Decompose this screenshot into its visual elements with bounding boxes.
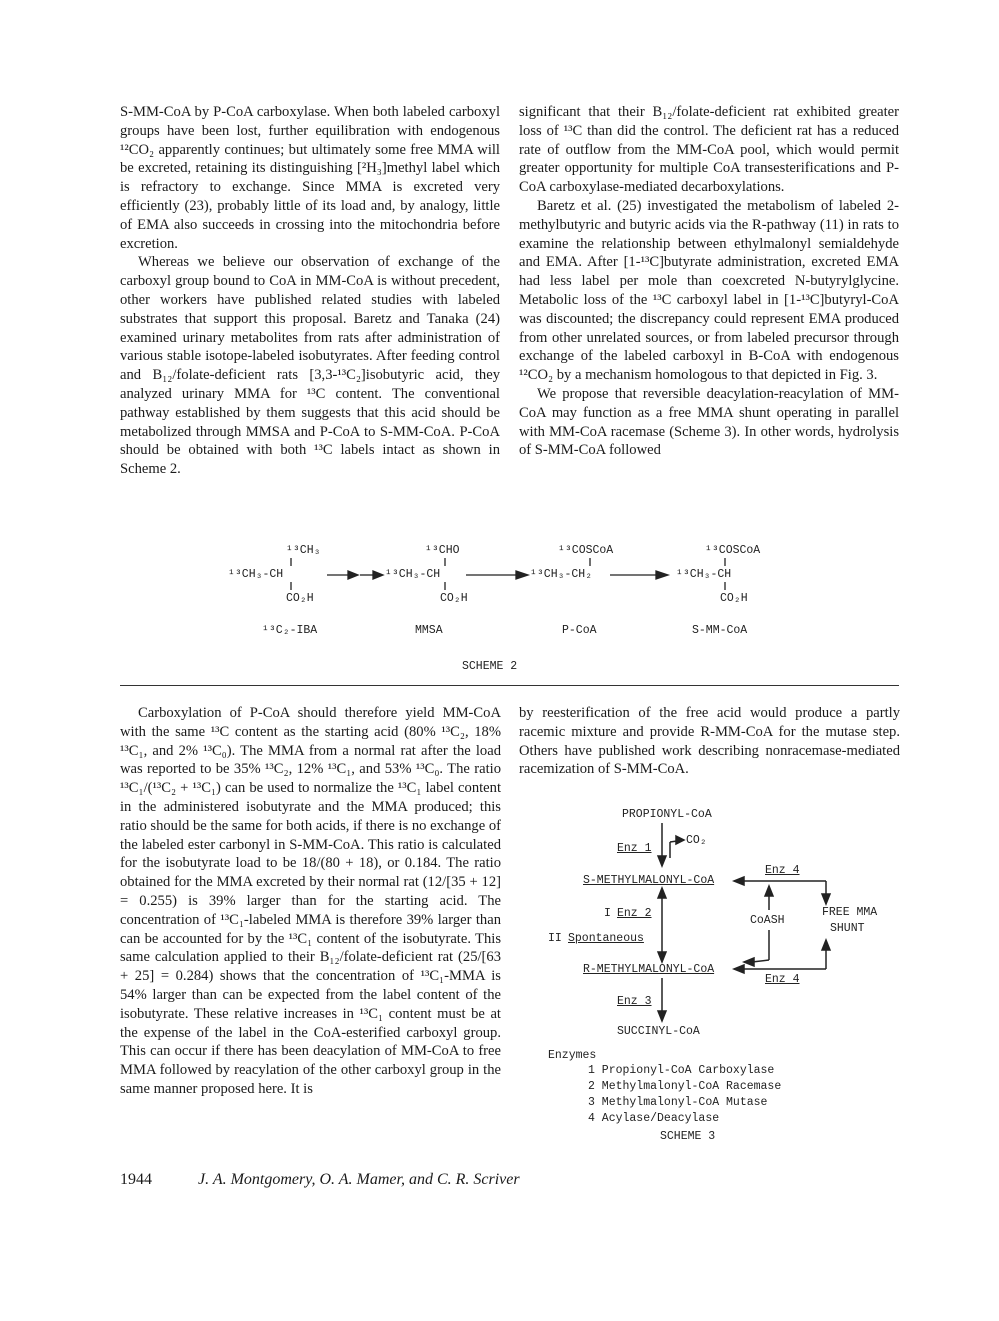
col1-bottom [120,704,501,1099]
scheme3-arrow-racemase-up-head [658,888,666,898]
scheme2-mmsa-l2: ¹³CH₃-CH [385,568,441,581]
scheme3-roman-ii: II [548,932,562,945]
scheme3-caption: SCHEME 3 [660,1130,716,1143]
col2-bottom-p1: by reesterification of the free acid would produce a partly racemic mixture and provide R-MM-CoA for the mutase step. Others have published work describing nonracemase-mediated racemization of S-MM-CoA. [519,705,900,778]
scheme2-arrow-3-head [516,571,528,579]
scheme2-smmcoa-l3: CO₂H [720,592,748,605]
page-number: 1944 [120,1171,152,1188]
scheme2-smmcoa-l2: ¹³CH₃-CH [676,568,732,581]
scheme3-arrow-racemase-down-head [658,952,666,962]
scheme2-pcoa-name: P-CoA [562,624,597,637]
scheme3-enzyme-1: 1 Propionyl-CoA Carboxylase [588,1064,775,1077]
col1-top-p1: S-MM-CoA by P-CoA carboxylase. When both labeled carboxyl groups have been lost, further equilibration with endogenous ¹²CO₂ apparently continues; but ultimately some free MMA will be excreted, retaining its distinguishing [²H₃]methyl label which is refractory to exchange. Since MMA is excreted very efficiently (23), probably little of its load and, by analogy, little of EMA also succeeds in crossing into the mitochondria before excretion. [120,104,500,252]
scheme2-pcoa-l1: ¹³COSCoA [558,544,614,557]
scheme3-arrow-enz1-head [658,856,666,866]
scheme2-arrow-4-head [656,571,668,579]
col1-bottom-p1: Carboxylation of P-CoA should therefore yield MM-CoA with the same ¹³C content as the starting acid (80% ¹³C₂, 18% ¹³C₁, and 2% ¹³C₀). The MMA from a normal rat after the load was reported to be 35% ¹³C₂, 12% ¹³C₁, and 53% ¹³C₀. The ratio ¹³C₁/(¹³C₂ + ¹³C₁) can be used to normalize the ¹³C₁ label content in the administered isobutyrate and the MMA produced; this ratio should be the same for both acids, if there is no exchange of the labeled ester carbonyl in S-MM-CoA. This ratio is calculated for the isobutyrate load to be 18/(80 + 18), or 0.184. The ratio obtained for the MMA excreted by their normal rat (12/[35 + 12] = 0.255) is 39% larger than for the starting acid. The concentration of ¹³C₁-labeled MMA is therefore 39% larger than can be accounted for by the ¹³C₁ content of the isobutyrate. This same calculation applied to their B₁₂/folate-deficient rat (25/[63 + 25] = 0.284) shows that the concentration of ¹³C₁-MMA is 54% larger than can be expected from the label content of the isobutyrate. These relative increases in ¹³C₁ content must be at the expense of the label in the CoA-esterified carboxyl group. This can occur if there has been deacylation of MM-CoA to free MMA followed by reacylation of the other carboxyl group in the same manner proposed here. It is [120,705,501,1097]
scheme2-iba-l2: ¹³CH₃-CH [228,568,284,581]
scheme3-shunt-bottom-head [822,940,830,950]
scheme3-shunt-label: SHUNT [830,922,865,935]
scheme3-coash-label: CoASH [750,914,785,927]
col1-top-p2: Whereas we believe our observation of exchange of the carboxyl group bound to CoA in MM-CoA is without precedent, other workers have published related studies with labeled substrates that support this proposal. Baretz and Tanaka (24) examined urinary metabolites from rats after administration of various stable isotope-labeled isobutyrates. After feeding control and B₁₂/folate-deficient rats [3,3-¹³C₂]isobutyric acid, they analyzed urinary MMA for ¹³C content. The conventional pathway established by them suggests that this acid should be metabolized through MMSA and P-CoA to S-MM-CoA. P-CoA should be obtained with both ¹³C labels intact as shown in Scheme 2. [120,254,500,478]
scheme3-enzyme-4: 4 Acylase/Deacylase [588,1112,720,1125]
scheme3-s-methylmalonyl-coa: S-METHYLMALONYL-CoA [583,874,715,887]
running-authors: J. A. Montgomery, O. A. Mamer, and C. R. Scriver [198,1171,520,1188]
scheme3-co2-arrow-head [676,836,684,844]
scheme2-mmsa-name: MMSA [415,624,443,637]
scheme2-rule [120,685,899,686]
col2-top-p2: Baretz et al. (25) investigated the metabolism of labeled 2-methylbutyric and butyric acids via the R-pathway (11) in rats to examine the relationship between ethylmalonyl semialdehyde and EMA. After [1-¹³C]butyrate administration, excreted EMA had less label per mole than coexcreted N-butyrylglycine. Metabolic loss of the ¹³C carboxyl label in [1-¹³C]butyryl-CoA was discounted; the discrepancy could represent EMA produced from other unrelated sources, or from labeled precursor through exchange of the labeled carboxyl in B-CoA with endogenous ¹²CO₂ by a mechanism homologous to that depicted in Fig. 3. [519,197,899,384]
scheme3-arrow-enz4-top-head [734,877,744,885]
scheme3-spontaneous-label: Spontaneous [568,932,644,945]
scheme3-enz4-bottom-label: Enz 4 [765,973,800,986]
scheme3-shunt-top-head [822,894,830,904]
scheme3-coash-up-head [765,886,773,896]
scheme3-enzyme-2: 2 Methylmalonyl-CoA Racemase [588,1080,782,1093]
scheme2-iba-name: ¹³C₂-IBA [262,624,318,637]
scheme3-coash-down-line [752,960,769,962]
scheme2-smmcoa-name: S-MM-CoA [692,624,748,637]
scheme2-mmsa-l3: CO₂H [440,592,468,605]
scheme3-arrow-enz4-bottom-head [734,965,744,973]
scheme3-arrow-enz3-head [658,1011,666,1021]
col2-top-p1: significant that their B₁₂/folate-deficient rat exhibited greater loss of ¹³C than did the control. The deficient rat has a reduced rate of outflow from the MM-CoA pool, which would permit greater opportunity for multiple CoA transesterifications and P-CoA carboxylase-mediated decarboxylations. [519,104,899,196]
scheme3-enz3-label: Enz 3 [617,995,652,1008]
scheme2-arrow-2-head [373,571,383,579]
scheme2-mmsa-l1: ¹³CHO [425,544,460,557]
scheme3-coash-down-head [744,958,754,966]
col2-top-p3: We propose that reversible deacylation-reacylation of MM-CoA may function as a free MMA shunt operating in parallel with MM-CoA racemase (Scheme 3). In other words, hydrolysis of S-MM-CoA followed [519,385,899,459]
scheme2-caption: SCHEME 2 [462,660,518,673]
col1-top [120,103,500,479]
scheme3-r-methylmalonyl-coa: R-METHYLMALONYL-CoA [583,963,715,976]
scheme2-arrow-1-head [348,571,358,579]
scheme3-enz4-top-label: Enz 4 [765,864,800,877]
scheme3-free-mma-label: FREE MMA [822,906,878,919]
scheme2-pcoa-l2: ¹³CH₃-CH₂ [530,568,593,581]
scheme3-roman-i: I [604,907,611,920]
scheme3-enz2-label: Enz 2 [617,907,652,920]
col2-top [519,103,899,460]
scheme3-propionyl-coa: PROPIONYL-CoA [622,808,712,821]
scheme2-iba-l1: ¹³CH₃ [286,544,321,557]
scheme3-co2-label: CO₂ [686,834,707,847]
scheme3-succinyl-coa: SUCCINYL-CoA [617,1025,700,1038]
scheme3-enz1-label: Enz 1 [617,842,652,855]
scheme3-enzyme-3: 3 Methylmalonyl-CoA Mutase [588,1096,768,1109]
scheme3-co2-arrow-line [670,840,684,842]
scheme3-enzymes-title: Enzymes [548,1049,597,1062]
scheme2-smmcoa-l1: ¹³COSCoA [705,544,761,557]
col2-bottom [519,704,900,779]
scheme2-iba-l3: CO₂H [286,592,314,605]
